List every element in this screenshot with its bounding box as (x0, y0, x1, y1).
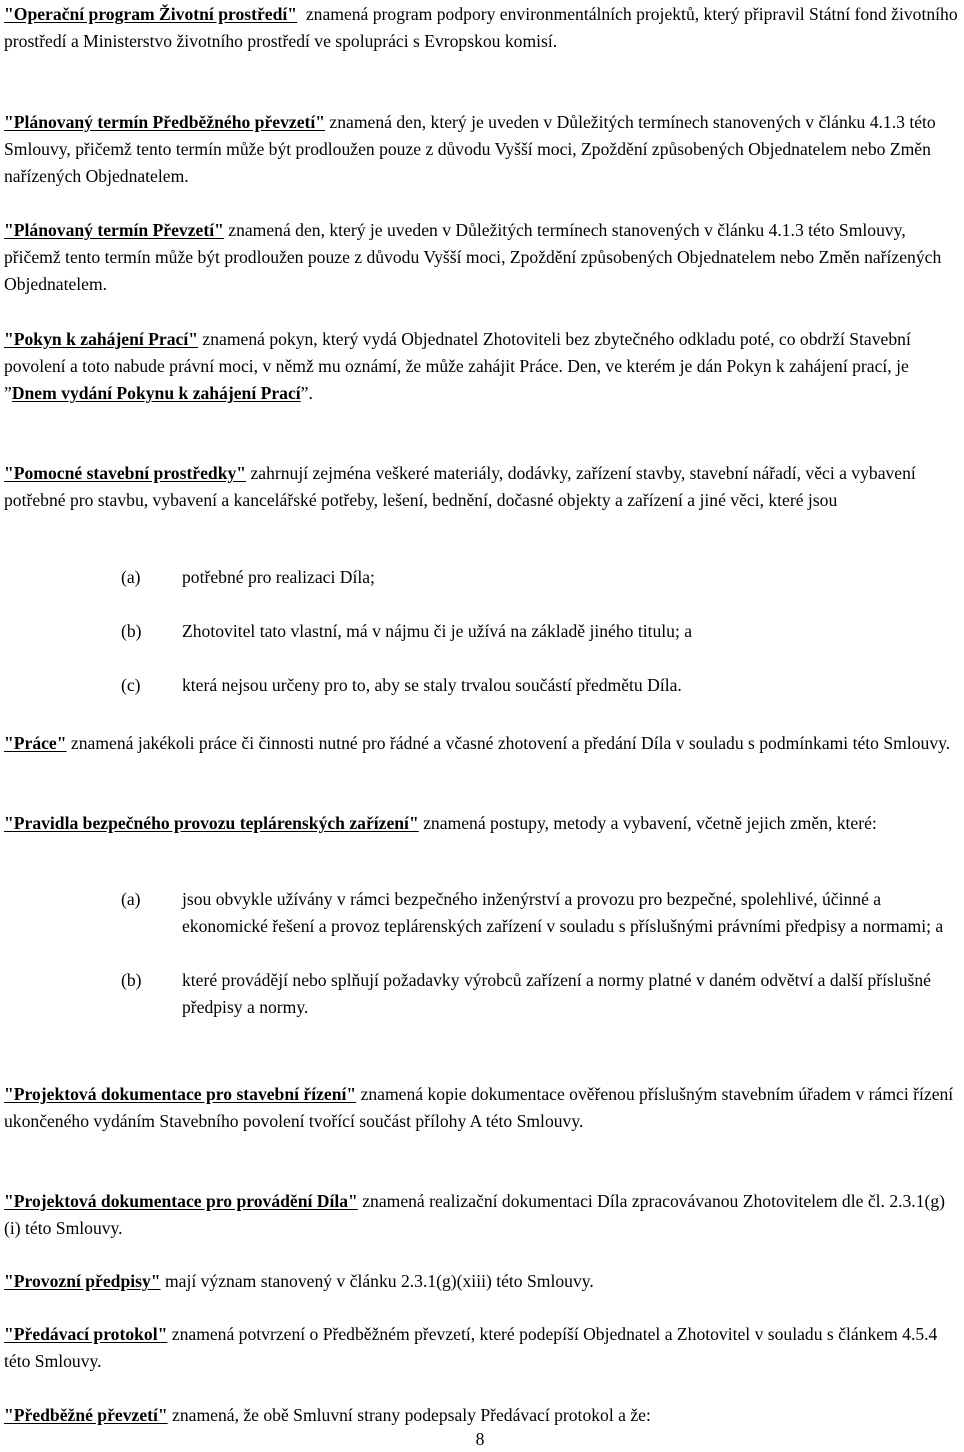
definition-text: znamená den, který je uveden v Důležitých termínech stanovených v článku 4.1.3 této Smlouvy, přičemž tento termín může být prodloužen pouze z důvodu Vyšší moci, Zpoždění způsobených Objednatelem nebo Změn nařízených Objednatelem. (4, 112, 936, 186)
term: "Pravidla bezpečného provozu teplárenských zařízení" (4, 813, 419, 833)
definition-text: znamená program podpory environmentálních projektů, který připravil Státní fond životního prostředí a Ministerstvo životního prostředí ve spolupráci s Evropskou komisí. (4, 4, 963, 51)
term: "Práce" (4, 733, 67, 753)
definition-operacni-program (4, 1, 963, 55)
list-item (4, 967, 964, 1021)
list-item-label: (c) (121, 675, 141, 695)
definition-text: znamená realizační dokumentaci Díla zpracovávanou Zhotovitelem dle čl. 2.3.1(g)(i) této Smlouvy. (4, 1191, 946, 1238)
definition-pravidla-bezpecneho-provozu (4, 810, 877, 837)
list-item (4, 618, 958, 645)
definition-text: znamená pokyn, který vydá Objednatel Zhotoviteli bez zbytečného odkladu poté, co obdrží Stavební povolení a toto nabude právní moci, v němž mu oznámí, že může zahájit Práce. Den, ve kterém je dán Pokyn k zahájení prací, je ” (4, 329, 911, 403)
definition-text: zahrnují zejména veškeré materiály, dodávky, zařízení stavby, stavební nářadí, věci a vybavení potřebné pro stavbu, vybavení a kancelářské potřeby, lešení, bednění, dočasné objekty a zařízení a jiné věci, které jsou (4, 463, 916, 510)
list-pravidla-bezpecneho-provozu (4, 886, 964, 1021)
definition-provozni-predpisy (4, 1268, 594, 1295)
definition-text: znamená jakékoli práce či činnosti nutné pro řádné a včasné zhotovení a předání Díla v souladu s podmínkami této Smlouvy. (66, 733, 951, 753)
definition-predbezne-prevzeti (4, 1402, 651, 1429)
term: "Plánovaný termín Převzetí" (4, 220, 224, 240)
list-item (4, 886, 964, 940)
term: "Předávací protokol" (4, 1324, 168, 1344)
definition-pokyn-k-zahajeni-praci (4, 326, 958, 407)
list-item-text: potřebné pro realizaci Díla; (182, 567, 375, 587)
term: "Projektová dokumentace pro stavební řízení" (4, 1084, 357, 1104)
definition-text: mají význam stanovený v článku 2.3.1(g)(xiii) této Smlouvy. (160, 1271, 594, 1291)
definition-text: znamená postupy, metody a vybavení, včetně jejich změn, které: (418, 813, 877, 833)
list-item-text: které provádějí nebo splňují požadavky výrobců zařízení a normy platné v daném odvětví a další příslušné předpisy a normy. (182, 970, 931, 1017)
list-item-label: (a) (121, 567, 141, 587)
definition-text: znamená den, který je uveden v Důležitých termínech stanovených v článku 4.1.3 této Smlouvy, přičemž tento termín může být prodloužen pouze z důvodu Vyšší moci, Zpoždění způsobených Objednatelem nebo Změn nařízených Objednatelem. (4, 220, 942, 294)
list-pomocne-stavebni-prostredky (4, 564, 958, 699)
term: "Předběžné převzetí" (4, 1405, 168, 1425)
term: "Pomocné stavební prostředky" (4, 463, 247, 483)
definition-text: znamená, že obě Smluvní strany podepsaly Předávací protokol a že: (167, 1405, 651, 1425)
term-den-vydani-pokynu: Dnem vydání Pokynu k zahájení Prací (11, 383, 301, 403)
definition-projektova-dokumentace-provadeni-dila (4, 1188, 958, 1242)
definition-text: znamená kopie dokumentace ověřenou příslušným stavebním úřadem v rámci řízení ukončeného vydáním Stavebního povolení tvořící součást přílohy A této Smlouvy. (4, 1084, 954, 1131)
list-item-label: (b) (121, 970, 142, 990)
definition-predavaci-protokol (4, 1321, 958, 1375)
term: "Projektová dokumentace pro provádění Díla" (4, 1191, 358, 1211)
term: "Plánovaný termín Předběžného převzetí" (4, 112, 326, 132)
page-number: 8 (475, 1429, 485, 1449)
definition-text: znamená potvrzení o Předběžném převzetí, které podepíší Objednatel a Zhotovitel v souladu s článkem 4.5.4 této Smlouvy. (4, 1324, 938, 1371)
list-item (4, 672, 958, 699)
list-item-label: (b) (121, 621, 142, 641)
definition-text-end: ”. (300, 383, 313, 403)
term: "Operační program Životní prostředí" (4, 4, 298, 24)
definition-projektova-dokumentace-stavebni-rizeni (4, 1081, 958, 1135)
list-item-text: jsou obvykle užívány v rámci bezpečného inženýrství a provozu pro bezpečné, spolehlivé, účinné a ekonomické řešení a provoz teplárenských zařízení v souladu s příslušnými právními předpisy a normami; a (182, 889, 944, 936)
definition-pomocne-stavebni-prostredky (4, 460, 958, 514)
list-item (4, 564, 958, 591)
definition-planovany-termin-prevzeti (4, 217, 958, 298)
term: "Provozní předpisy" (4, 1271, 161, 1291)
list-item-text: která nejsou určeny pro to, aby se staly trvalou součástí předmětu Díla. (182, 675, 682, 695)
list-item-label: (a) (121, 889, 141, 909)
definition-prace (4, 730, 950, 757)
definition-planovany-termin-predbezneho-prevzeti (4, 109, 958, 190)
list-item-text: Zhotovitel tato vlastní, má v nájmu či je užívá na základě jiného titulu; a (182, 621, 693, 641)
term: "Pokyn k zahájení Prací" (4, 329, 199, 349)
